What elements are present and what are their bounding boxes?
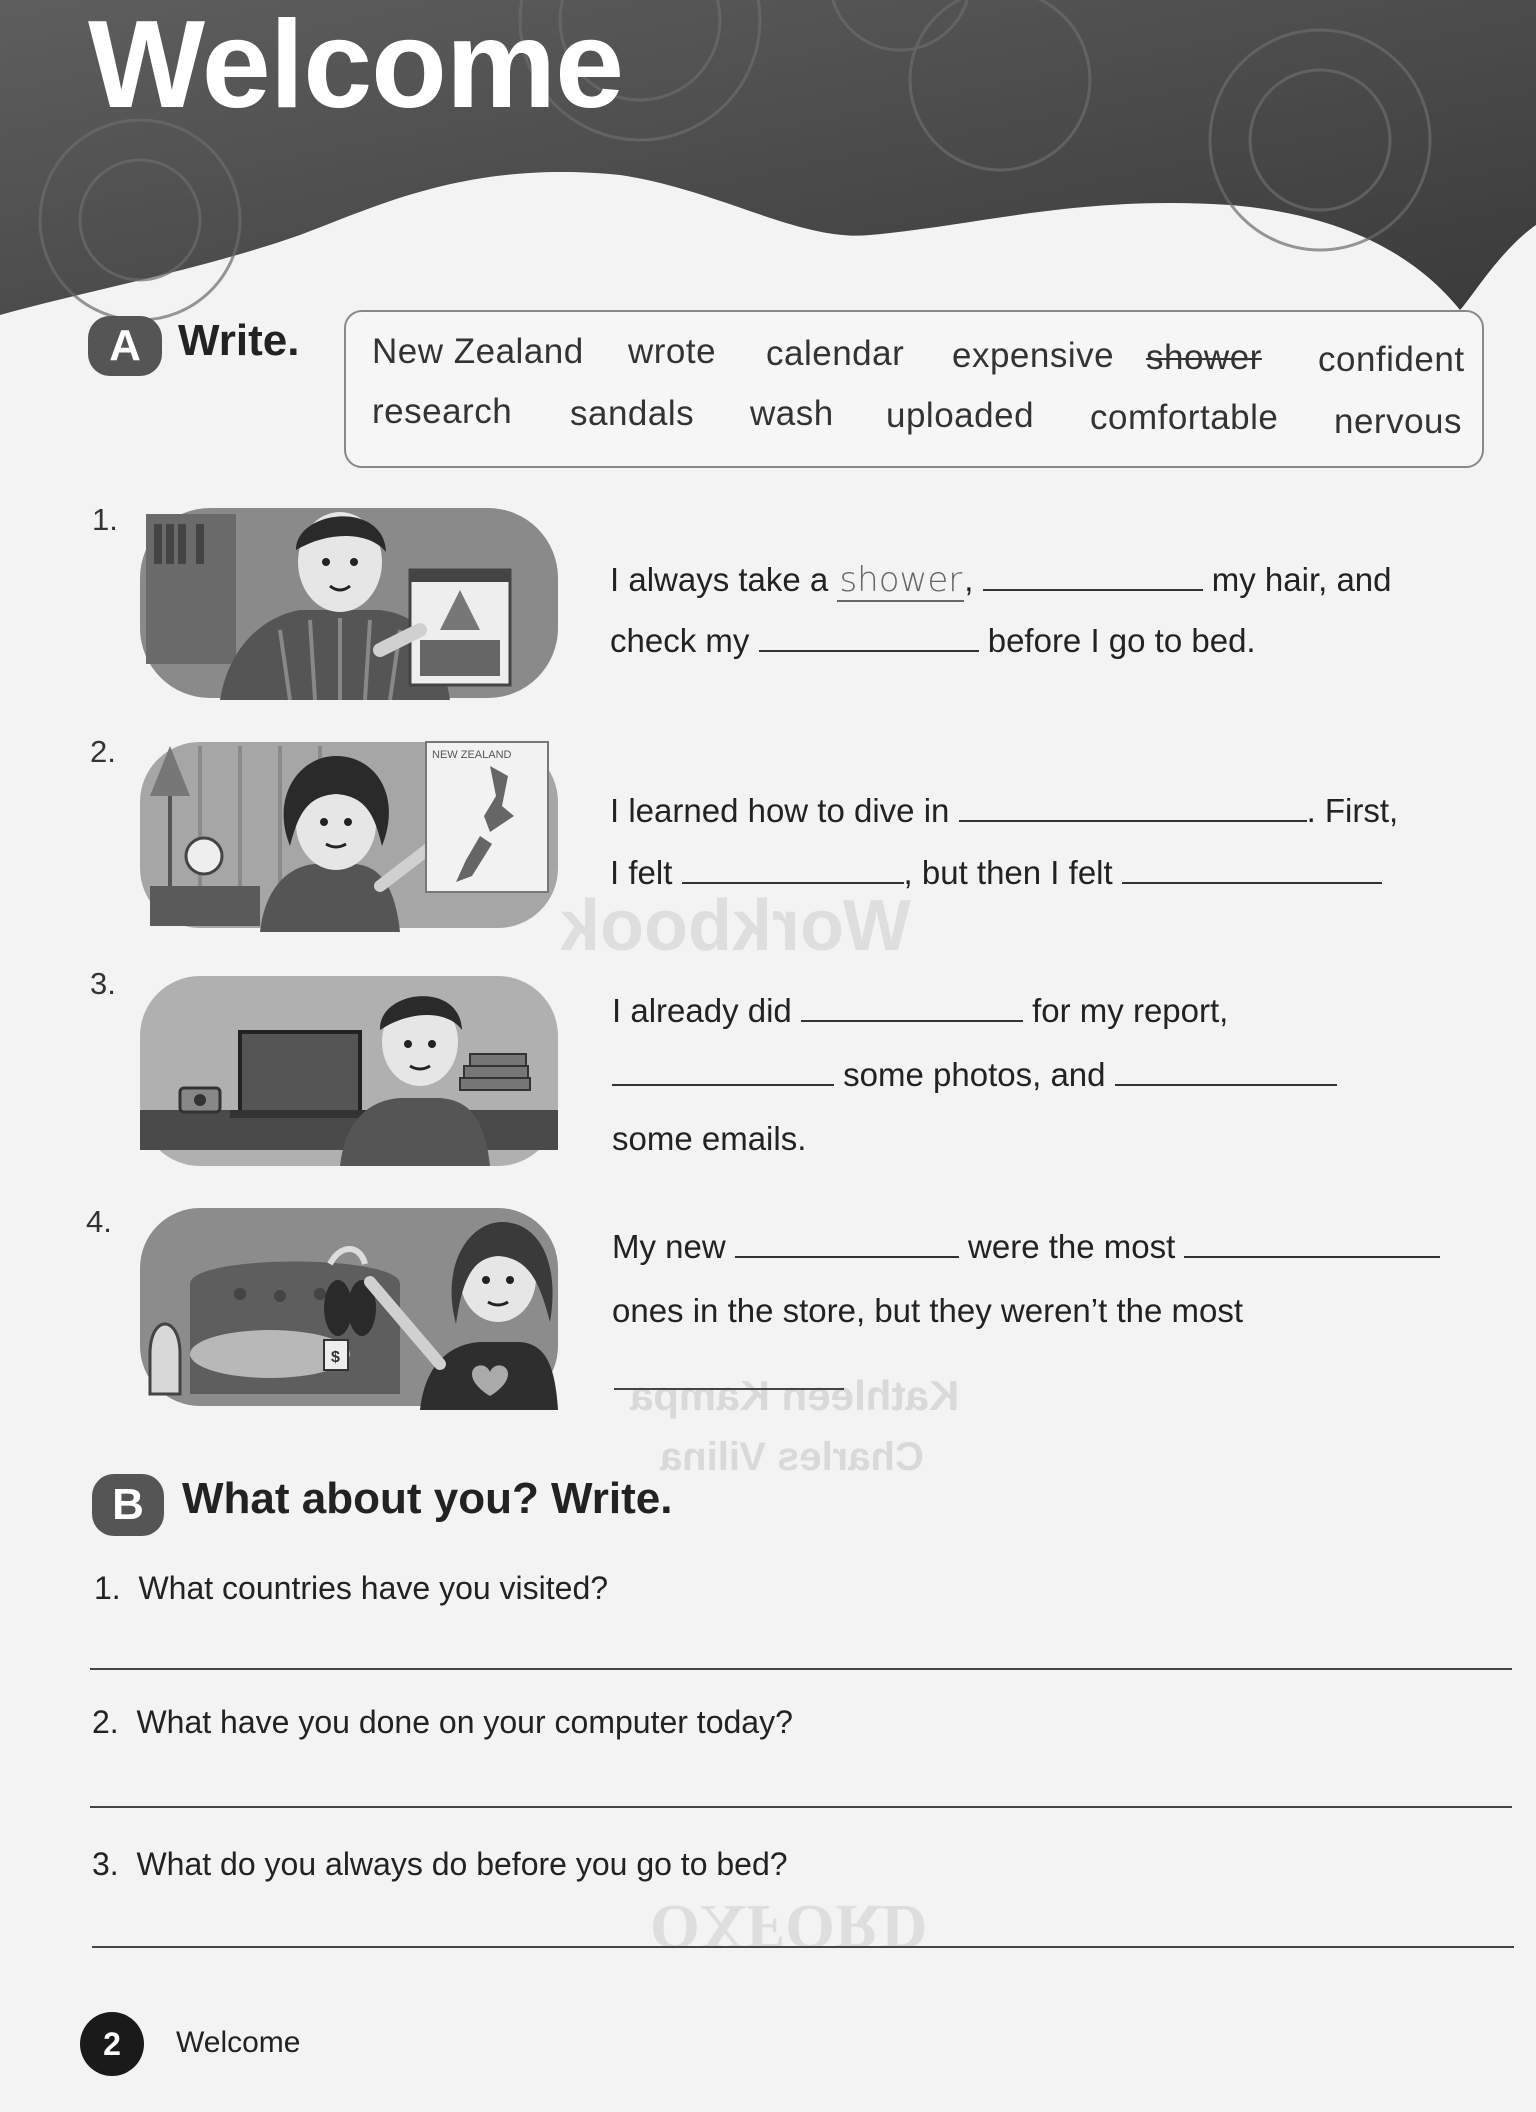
page-number-badge: 2 <box>80 2012 144 2076</box>
footer-label: Welcome <box>176 2026 301 2059</box>
item-2-line-1: I learned how to dive in . First, <box>610 792 1399 829</box>
item-number: 4. <box>86 1204 112 1239</box>
girl-map-illustration <box>140 736 560 932</box>
answer-line-3[interactable] <box>92 1946 1514 1948</box>
map-label: NEW ZEALAND <box>432 749 512 761</box>
answer-handwritten: shower <box>839 560 963 600</box>
item-number: 1. <box>92 502 118 537</box>
word-bank-item: wash <box>750 394 834 433</box>
watermark-author-1: Kathleen Kampa <box>630 1372 960 1419</box>
section-b-badge: B <box>92 1474 164 1536</box>
page-title: Welcome <box>88 0 624 134</box>
girl-sandals-illustration <box>140 1204 560 1410</box>
boy-calendar-illustration <box>140 490 560 700</box>
answer-blank[interactable] <box>682 856 904 884</box>
answer-blank[interactable] <box>759 624 979 652</box>
answer-blank[interactable] <box>614 1388 844 1390</box>
word-bank <box>344 310 1484 468</box>
watermark-workbook: Workbook <box>560 886 911 966</box>
section-b-heading: What about you? Write. <box>182 1474 673 1523</box>
word-bank-item: calendar <box>766 334 905 373</box>
question-1: 1. What countries have you visited? <box>94 1570 609 1606</box>
answer-blank[interactable] <box>1115 1058 1337 1086</box>
item-1-line-2: check my before I go to bed. <box>610 622 1256 659</box>
watermark-author-2: Charles Vilina <box>660 1435 924 1479</box>
word-bank-item: uploaded <box>886 396 1035 435</box>
item-3-line-3: some emails. <box>612 1120 807 1157</box>
item-3-line-2: some photos, and <box>612 1056 1337 1094</box>
word-bank-item: research <box>372 392 513 431</box>
item-4-line-1: My new were the most <box>612 1228 1440 1266</box>
word-bank-item: nervous <box>1334 402 1463 441</box>
word-bank-item: expensive <box>952 336 1115 375</box>
word-bank-item: New Zealand <box>372 332 584 371</box>
word-bank-item: confident <box>1318 340 1465 379</box>
answer-line-2[interactable] <box>90 1806 1512 1808</box>
answer-blank[interactable] <box>1184 1230 1440 1258</box>
item-1-line-1: I always take a shower, my hair, and <box>610 560 1392 600</box>
answer-blank[interactable] <box>735 1230 959 1258</box>
word-bank-item: sandals <box>570 394 695 433</box>
answer-blank[interactable] <box>612 1058 834 1086</box>
answer-line-1[interactable] <box>90 1668 1512 1670</box>
answer-blank[interactable] <box>801 994 1023 1022</box>
boy-computer-illustration <box>140 970 560 1170</box>
section-a-heading: Write. <box>178 316 300 365</box>
item-3-line-1: I already did for my report, <box>612 992 1229 1029</box>
word-bank-item: wrote <box>628 332 717 371</box>
word-bank-item: comfortable <box>1090 398 1279 437</box>
item-4-line-2: ones in the store, but they weren’t the most <box>612 1292 1244 1329</box>
item-number: 3. <box>90 966 116 1001</box>
item-2-line-2: I felt , but then I felt <box>610 854 1382 892</box>
watermark-publisher: OXFORD <box>650 1892 928 1963</box>
question-3: 3. What do you always do before you go to bed? <box>92 1846 788 1882</box>
answer-blank[interactable] <box>983 563 1203 591</box>
answer-blank[interactable] <box>959 794 1307 822</box>
question-2: 2. What have you done on your computer today? <box>92 1704 793 1740</box>
item-number: 2. <box>90 734 116 769</box>
section-a-badge: A <box>88 316 162 376</box>
word-bank-item-crossed: shower <box>1146 338 1262 377</box>
price-tag-label: $ <box>331 1349 340 1366</box>
answer-blank[interactable] <box>1122 856 1382 884</box>
